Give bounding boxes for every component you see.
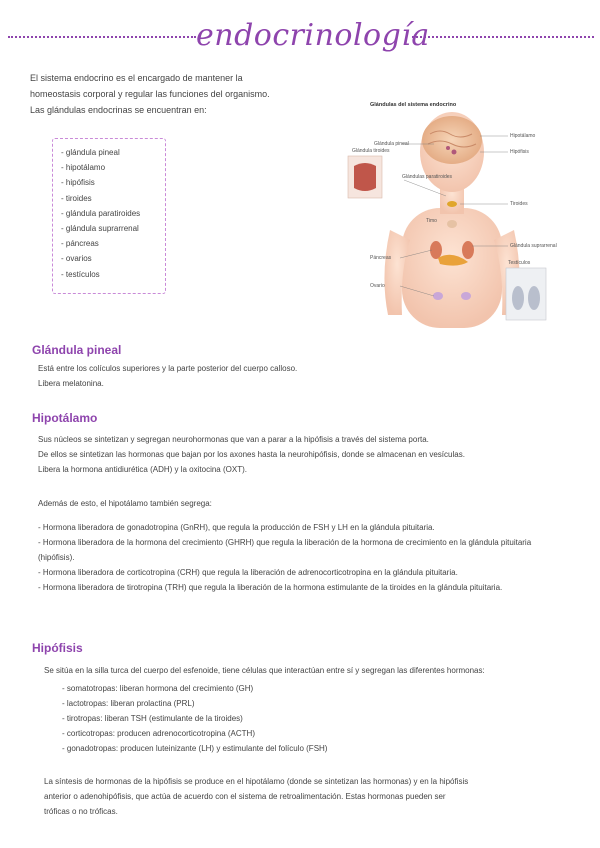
section-intro-hipofisis xyxy=(44,663,564,678)
body-line: La síntesis de hormonas de la hipófisis se produce en el hipotálamo (donde se sintetizan las hormonas) y en la hipófisis xyxy=(44,777,469,786)
gland-item: - glándula paratiroides xyxy=(61,206,165,221)
intro-line: El sistema endocrino es el encargado de mantener la xyxy=(30,73,243,83)
section-heading-hipofisis: Hipófisis xyxy=(32,641,83,655)
thymus-shape xyxy=(447,220,457,228)
label-tiroides: Tiroides xyxy=(510,201,528,207)
body-line: Sus núcleos se sintetizan y segregan neurohormonas que van a parar a la hipófisis a través del sistema porta. xyxy=(38,435,429,444)
label-paratiroides: Glándulas paratiroides xyxy=(402,174,453,180)
hormone-item: - Hormona liberadora de corticotropina (CRH) que regula la liberación de adrenocorticotropina en la glándula pituitaria. xyxy=(38,565,562,580)
label-hipotalamo: Hipotálamo xyxy=(510,133,536,139)
testes-inset-box xyxy=(506,268,546,320)
gland-item: - hipófisis xyxy=(61,175,165,190)
gland-item: - hipotálamo xyxy=(61,160,165,175)
gland-list xyxy=(53,139,165,282)
section-extra-hipotalamo xyxy=(38,496,558,511)
section-heading-hipotalamo: Hipotálamo xyxy=(32,411,98,425)
endocrine-system-figure xyxy=(340,100,558,328)
intro-text xyxy=(30,70,330,118)
title-divider-left xyxy=(8,36,196,38)
gland-item: - ovarios xyxy=(61,251,165,266)
body-line: tróficas o no tróficas. xyxy=(44,807,118,816)
body-line: anterior o adenohipófisis, que actúa de acuerdo con el sistema de retroalimentación. Estas hormonas pueden ser xyxy=(44,792,446,801)
body-line: Libera la hormona antidiurética (ADH) y la oxitocina (OXT). xyxy=(38,465,247,474)
cell-type-item: - tirotropas: liberan TSH (estimulante de la tiroides) xyxy=(62,711,562,726)
figure-title: Glándulas del sistema endocrino xyxy=(370,102,457,108)
gland-item: - glándula pineal xyxy=(61,145,165,160)
section-body-pineal xyxy=(38,361,558,391)
left-testis-shape xyxy=(512,286,524,310)
cell-type-item: - corticotropas: producen adrenocorticotropina (ACTH) xyxy=(62,726,562,741)
hormone-list-hipotalamo xyxy=(38,520,562,595)
section-body-hipotalamo xyxy=(38,432,562,477)
hormone-item: - Hormona liberadora de gonadotropina (GnRH), que regula la producción de FSH y LH en la glándula pituitaria. xyxy=(38,520,562,535)
pituitary-dot xyxy=(452,150,457,155)
label-hipofisis: Hipófisis xyxy=(510,149,529,155)
label-pancreas: Páncreas xyxy=(370,255,392,261)
right-kidney-shape xyxy=(462,241,474,259)
hypothalamus-dot xyxy=(446,146,450,150)
section-closing-hipofisis xyxy=(44,774,568,819)
body-line: Está entre los colículos superiores y la parte posterior del cuerpo calloso. xyxy=(38,364,298,373)
left-ovary-shape xyxy=(433,292,443,300)
right-ovary-shape xyxy=(461,292,471,300)
title-row xyxy=(0,16,600,56)
body-line: Se sitúa en la silla turca del cuerpo del esfenoide, tiene células que interactúan entre sí y segregan las diferentes hormonas: xyxy=(44,666,485,675)
body-line: Libera melatonina. xyxy=(38,379,104,388)
label-pineal: Glándula pineal xyxy=(374,141,409,147)
gland-item: - tiroides xyxy=(61,191,165,206)
gland-list-box xyxy=(52,138,166,294)
hormone-item: - Hormona liberadora de tirotropina (TRH) que regula la liberación de la hormona estimulante de la tiroides en la glándula pituitaria. xyxy=(38,580,562,595)
gland-item: - glándula suprarrenal xyxy=(61,221,165,236)
page-title: endocrinología xyxy=(196,18,430,53)
cell-type-item: - somatotropas: liberan hormona del crecimiento (GH) xyxy=(62,681,562,696)
brain-shape xyxy=(422,116,482,164)
gland-item: - páncreas xyxy=(61,236,165,251)
gland-item: - testículos xyxy=(61,267,165,282)
label-ovario: Ovario xyxy=(370,283,385,289)
right-testis-shape xyxy=(528,286,540,310)
body-line: De ellos se sintetizan las hormonas que bajan por los axones hasta la neurohipófisis, donde se almacenan en vesículas. xyxy=(38,450,465,459)
thyroid-dot xyxy=(447,201,457,207)
section-heading-pineal: Glándula pineal xyxy=(32,343,122,357)
label-suprarrenal: Glándula suprarrenal xyxy=(510,243,557,249)
cell-type-item: - lactotropas: liberan prolactina (PRL) xyxy=(62,696,562,711)
body-line: Además de esto, el hipotálamo también segrega: xyxy=(38,499,212,508)
intro-line: homeostasis corporal y regular las funciones del organismo. xyxy=(30,89,270,99)
cell-type-item: - gonadotropas: producen luteinizante (LH) y estimulante del folículo (FSH) xyxy=(62,741,562,756)
hormone-item: - Hormona liberadora de la hormona del crecimiento (GHRH) que regula la liberación de la hormona de crecimiento en la glándula pituitaria (hipófisis). xyxy=(38,535,562,565)
cell-list-hipofisis xyxy=(62,681,562,756)
intro-line: Las glándulas endocrinas se encuentran en: xyxy=(30,105,207,115)
cell-type-list xyxy=(62,681,562,756)
label-timo: Timo xyxy=(426,218,437,224)
thyroid-inset-gland xyxy=(354,163,376,191)
hormone-list xyxy=(38,520,562,595)
label-tiroides-insert: Glándula tiroides xyxy=(352,148,390,154)
title-divider-right xyxy=(412,36,594,38)
label-testiculos: Testículos xyxy=(508,260,531,266)
